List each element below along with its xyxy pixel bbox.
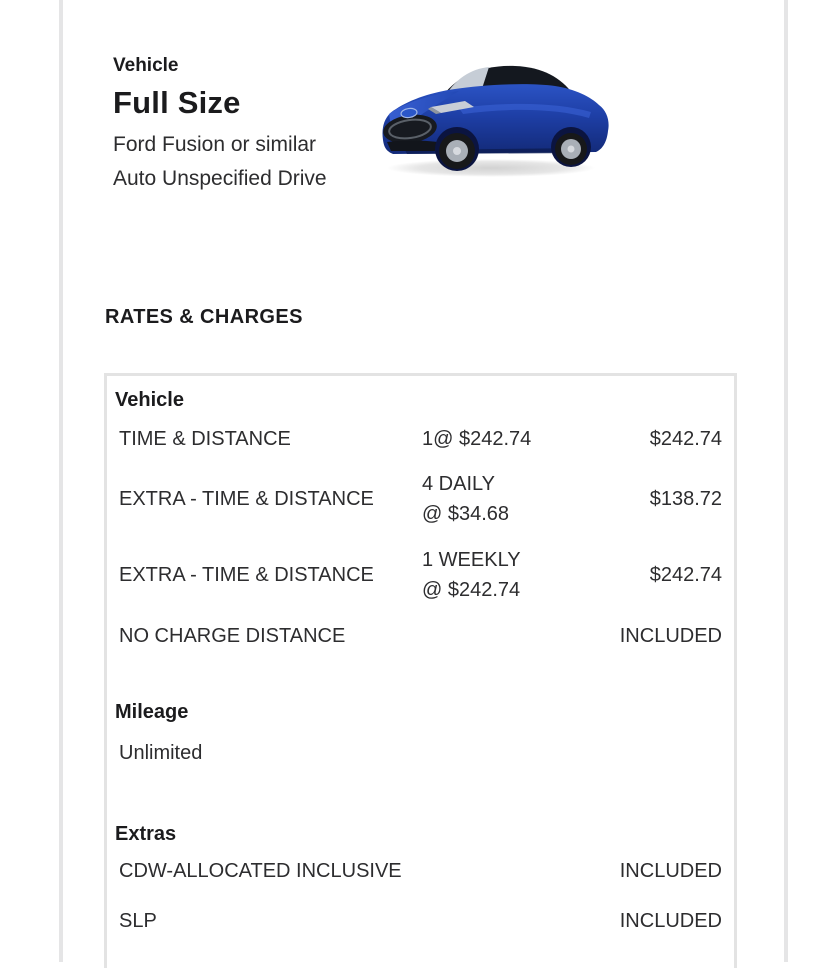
- charge-label: EXTRA - TIME & DISTANCE: [119, 487, 374, 510]
- rates-and-charges-title: RATES & CHARGES: [105, 306, 303, 328]
- charge-label: CDW-ALLOCATED INCLUSIVE: [119, 859, 402, 882]
- vehicle-drive-type: Auto Unspecified Drive: [113, 167, 327, 190]
- table-row: [107, 897, 734, 945]
- charge-detail-line: 1@ $242.74: [422, 428, 532, 450]
- charge-detail: [422, 545, 612, 605]
- charge-detail-line: @ $34.68: [422, 503, 510, 525]
- charge-label: Unlimited: [119, 741, 203, 764]
- charge-detail-line: 4 DAILY: [422, 473, 495, 495]
- charge-label: SLP: [119, 909, 157, 932]
- page-container: [59, 0, 788, 962]
- table-row: [107, 537, 734, 613]
- charge-label: EXTRA - TIME & DISTANCE: [119, 563, 374, 586]
- vehicle-card-label: Vehicle: [113, 55, 179, 76]
- table-row: [107, 845, 734, 897]
- charge-amount: INCLUDED: [619, 624, 722, 647]
- charge-amount: INCLUDED: [619, 859, 722, 882]
- group-header-mileage: Mileage: [115, 701, 189, 723]
- car-icon: [375, 52, 615, 180]
- charge-detail-line: @ $242.74: [422, 579, 521, 601]
- table-row: [107, 725, 734, 781]
- table-row: [107, 417, 734, 461]
- vehicle-class-name: Full Size: [113, 85, 241, 120]
- charge-detail: [422, 424, 612, 454]
- vehicle-card: [113, 56, 373, 191]
- vehicle-image: [375, 52, 615, 180]
- rates-table: [104, 373, 737, 968]
- charge-label: TIME & DISTANCE: [119, 427, 291, 450]
- vehicle-model: Ford Fusion or similar: [113, 133, 317, 156]
- charge-amount: $242.74: [649, 563, 722, 586]
- charge-amount: $242.74: [649, 427, 722, 450]
- charge-amount: $138.72: [649, 487, 722, 510]
- charge-detail-line: 1 WEEKLY: [422, 549, 521, 571]
- group-header-vehicle: Vehicle: [115, 389, 184, 411]
- charge-label: NO CHARGE DISTANCE: [119, 624, 346, 647]
- charge-amount: INCLUDED: [619, 909, 722, 932]
- charge-detail: [422, 469, 612, 529]
- group-header-extras: Extras: [115, 823, 177, 845]
- table-row: [107, 613, 734, 659]
- table-row: [107, 461, 734, 537]
